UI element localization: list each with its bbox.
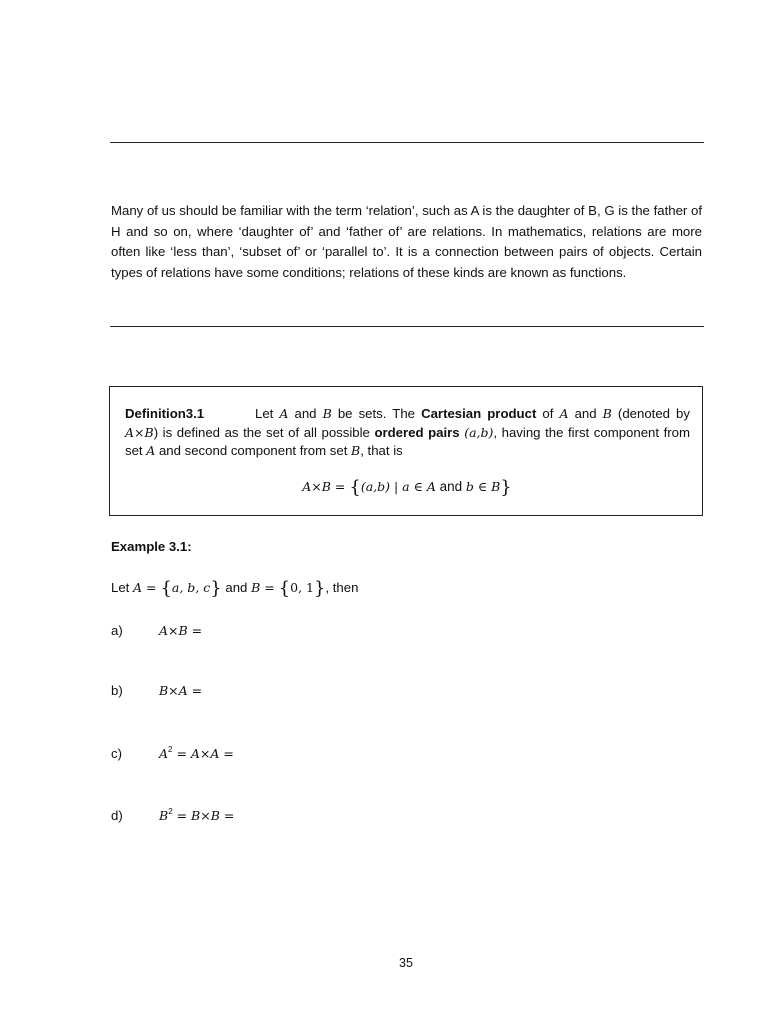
formula-pair: (a,b) [360, 479, 390, 494]
item-label: c) [111, 746, 122, 761]
set-b-lhs: B = [251, 580, 279, 595]
exercise-item-a [111, 623, 202, 638]
item-expression: = B×B = [172, 808, 235, 823]
definition-fragment: , that is [360, 443, 403, 458]
math-variable: B [602, 406, 612, 421]
term-ordered-pairs: ordered pairs [374, 424, 460, 440]
exercise-item-d [111, 807, 234, 823]
definition-fragment: ) is defined as the set of all possible [153, 424, 375, 440]
example-title: Example 3.1: [111, 539, 192, 554]
example-fragment: and [221, 580, 252, 595]
close-brace: } [210, 578, 222, 599]
open-brace: { [278, 578, 291, 599]
definition-fragment: (denoted by [611, 406, 690, 421]
definition-fragment: , having the first component from set [125, 424, 690, 458]
item-expression: A×B = [159, 623, 203, 638]
math-variable: B [322, 406, 332, 421]
open-brace: { [160, 578, 172, 599]
set-b-elements: 0, 1 [290, 580, 314, 595]
formula-condition: b ∈ B [465, 479, 501, 494]
item-expression-base: B [159, 808, 169, 823]
definition-text [125, 405, 690, 461]
item-exponent: 2 [168, 745, 173, 754]
page-number: 35 [399, 956, 413, 970]
formula-condition: a ∈ A [402, 479, 436, 494]
math-variable: A [559, 406, 569, 421]
close-brace: } [500, 477, 512, 498]
intro-paragraph: Many of us should be familiar with the term ‘relation’, such as A is the daughter of B, G is the father of H and so on, where ‘daughter of’ and ‘father of’ are relations. In mathematics, relations are more often like ‘less than’, ‘subset of’ or ‘parallel to’. It is a connection between pairs of objects. Certain types of relations have some conditions; relations of these kinds are known as functions. [111, 203, 702, 280]
item-label: d) [111, 808, 123, 823]
example-fragment: Let [111, 580, 133, 595]
item-label: b) [111, 683, 123, 698]
example-fragment: , then [325, 580, 359, 595]
open-brace: { [349, 477, 361, 498]
term-cartesian-product: Cartesian product [421, 406, 537, 421]
formula-lhs: A×B = [302, 479, 350, 494]
definition-fragment: and [288, 406, 323, 421]
math-variable: B [351, 443, 361, 458]
definition-label: Definition3.1 [125, 406, 205, 421]
math-variable: A [279, 406, 289, 421]
item-label: a) [111, 623, 123, 638]
item-exponent: 2 [168, 807, 173, 816]
math-expression: (a,b) [464, 424, 494, 440]
exercise-item-c [111, 745, 234, 761]
definition-box [109, 386, 703, 516]
close-brace: } [313, 578, 326, 599]
definition-fragment: be sets. The [331, 406, 422, 421]
item-expression: B×A = [159, 683, 203, 698]
exercise-item-b [111, 683, 202, 698]
definition-fragment: and [568, 406, 603, 421]
example-statement [111, 578, 358, 599]
formula-and: and [435, 479, 466, 494]
math-expression: A×B [125, 424, 154, 440]
math-variable: A [146, 443, 156, 458]
item-expression-base: A [159, 746, 169, 761]
item-expression: = A×A = [172, 746, 234, 761]
formula-bar: | [390, 479, 403, 494]
top-divider [110, 142, 704, 143]
set-a-lhs: A = [133, 580, 161, 595]
cartesian-product-formula [110, 477, 704, 498]
middle-divider [110, 326, 704, 327]
set-a-elements: a, b, c [171, 580, 211, 595]
definition-fragment: Let [255, 406, 280, 421]
definition-fragment: and second component from set [155, 443, 352, 458]
definition-fragment: of [536, 406, 560, 421]
